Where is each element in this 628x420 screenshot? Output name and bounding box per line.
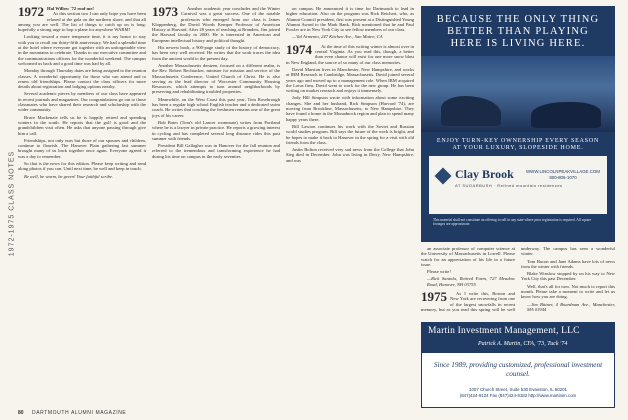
paragraph: At the time of this writing winter is almost over in central Virginia. As you read this, though, a better than even chance will exist for one more snow blast in New England, the source of so many of our class memories. xyxy=(286,43,414,65)
paragraph: Bob Bates (Tom's old Lancer roommate) writes from Portland where he is a lawyer in private practice. He reports a growing interest in cycling and has completed several long distance rides this past summer with friends. xyxy=(152,119,280,141)
paragraph: Bruce Mackenzie tells us he is happily retired and spending winters in the south. He reports that the golf is good and the grandchildren visit often. He asks that anyone passing through give him a call. xyxy=(18,114,146,136)
paragraph: Another academic year concludes and the Winter Carnival was a great success. One of the notable professors who emerged from our class is James Kloppenberg, the David Woods Kemper Professor of American History at Harvard. After 28 years of teaching at Brandeis, Jim joined the Harvard faculty in 2000. He is interested in American and European intellectual history and political thought. xyxy=(152,6,280,43)
ad-header xyxy=(422,323,614,353)
section-side-label xyxy=(2,40,14,380)
ad-address xyxy=(428,387,608,399)
ad-fine-print: This material shall not constitute an offering to sell in any state where prior registration is required. All square footages are approximate. xyxy=(433,218,592,227)
paragraph: Justin Bolton received very sad news from the College that John Sieg died in December. John was living in Derry, New Hampshire, and was xyxy=(286,147,414,163)
page-number: 80 xyxy=(18,410,24,416)
paragraph: Well, that's all for now. Not much to report this month. Please take a moment to write and let us know how you are doing. xyxy=(521,283,615,300)
paragraph: Friendships, not only ours but those of our spouses and children, continue to flourish. The Hanover Plain gathering last summer brought many of us back together once again. Everyone agreed it was a day to remember. xyxy=(18,137,146,159)
class-notes-column-4 xyxy=(421,246,615,318)
year-heading: 1973 xyxy=(152,6,178,19)
ad-principal: Patrick A. Martin, CFA, '73, Tuck '74 xyxy=(478,341,568,347)
paragraph: on campus. He announced it is time for Dartmouth to lead in higher education. Also on the program was Rick Reichert, who, as Alumni Council president, first was present at a Distinguished Young Alumni Award to the Mark Bank. Rick mentioned that he and Paul Fowler are in New York City to see fellow members of our class. xyxy=(286,6,414,33)
paragraph: an associate professor of computer science at the University of Massachusetts in Lowell. Please watch for an appreciation of his life in a future issue. xyxy=(421,246,515,267)
year-heading: 1975 xyxy=(421,289,447,305)
paragraph: David Marston lives in Manchester, New Hampshire, and works at IBM Research in Cambridge, Massachusetts. David joined several years ago and moved up to a management role. When IBM acquired the Lotus firm, David went to work for the new group. He has been writing on market research and enjoys it immensely. xyxy=(286,66,414,94)
paragraph: Several academic pieces by members of our class have appeared in recent journals and magazines. Our congratulations go out to those classmates who have shared their research and scholarship with the wider community. xyxy=(18,91,146,113)
class-notes-column-1 xyxy=(18,6,146,402)
ad-street-address: 1007 Church Street, Suite 530 Evanston, IL 60201 xyxy=(469,387,567,392)
signoff: —Jim Bittner, 4 Boardman Ave., Manchester, MA 01944 xyxy=(527,301,615,312)
paragraph: Blake Winslow stopped by on his way to New York City this past December. xyxy=(521,271,615,282)
ad-website-link[interactable]: WWW.LINCOLNPEAKVILLAGE.COM xyxy=(526,169,600,174)
ad-banner-headline: BECAUSE THE ONLY THING BETTER THAN PLAYING HERE IS LIVING HERE. xyxy=(436,14,600,49)
class-notes-column-2 xyxy=(152,6,280,402)
paragraph: Please write! xyxy=(427,269,451,275)
paragraph: So that is the news for this edition. Please keep writing and send along photos if you can. Until next time, be well and keep in touch. xyxy=(18,161,146,172)
class-notes-column-3 xyxy=(286,6,414,402)
ad-contact xyxy=(521,169,605,181)
logo-subtitle: AT SUGARBUSH · Refined mountain residences xyxy=(455,183,563,188)
investment-advertisement xyxy=(421,322,615,408)
ad-phone: 800-806-1070 xyxy=(549,175,577,180)
paragraph: As I write this, Boston and New York are recovering from one of the largest snowfalls in recent memory, but as you read this spring will be well underway. The campus has seen a wonderful winter. xyxy=(421,246,615,312)
page-footer xyxy=(18,408,614,418)
year-heading: 1972 xyxy=(18,6,44,19)
rock-shape xyxy=(531,102,601,128)
column-lead: Hal Willow '72 roof me! xyxy=(47,6,94,11)
paragraph: Another Massachusetts denizen, focused on a different realm, is the Rev. Robert Rechtacker, minister for mission and service of the Massachusetts Conference, United Church of Christ. He is also serving as the lead director of Worcester Community Housing Resources, which attempts to turn around neighborhoods by preserving and rehabilitating troubled properties. xyxy=(152,62,280,95)
signoff: —Rick Santola, Retired Farm, 727 Meadow Road, Hanover, NH 03755 xyxy=(427,276,515,287)
signoff: —Val Armento, 247 Kitchen Ave., San Mateo, CA xyxy=(292,34,383,40)
paragraph: Looking toward a more temperate time, it is my honor to stay with you to recall our thirty-fifth anniversary. We had a splendid time at the hotel where everyone got together with an unforgettable view in the mountains to celebrate. Thanks to our executive committee and the communications officers for the wonderful weekend. The campus welcomed us back and a good time was had by all. xyxy=(18,34,146,66)
year-heading: 1974 xyxy=(286,41,312,57)
magazine-name: DARTMOUTH ALUMNI MAGAZINE xyxy=(32,410,127,416)
paragraph: His newest book, a 900-page study of the history of democracy, has been very well received. He writes that the work traces the idea from the ancient world to the present day. xyxy=(152,45,280,61)
ad-phone-web[interactable]: (847)424-9124 Fax (847)424-9182 http://www.martinim.com xyxy=(459,393,577,398)
paragraph: Jody Hill Simpson wrote with information about some exciting changes. She and her husband, Rick Simpson (Harvard '74), are moving from Brookline, Massachusetts, to New Hampshire. They have found a home in the Monadnock region and plan to spend many happy years there. xyxy=(286,95,414,122)
paragraph: As this section two I can only hope you have been relaxed at the gala on the northern shore, and that all among you are well. The list of things to catch up on is long: hopefully a strong urge to hop a plane for anywhere WARM! xyxy=(18,11,146,33)
logo-name: Clay Brook xyxy=(455,167,514,181)
resort-advertisement xyxy=(421,6,615,242)
side-label-text: 1972-1975 CLASS NOTES xyxy=(8,150,16,257)
ad-company-name: Martin Investment Management, LLC xyxy=(428,326,580,336)
diamond-logo-icon xyxy=(435,168,452,185)
paragraph: Tom Bacon and Jane Adams have lots of news from the winter with friends. xyxy=(521,258,615,269)
paragraph: President Bill Gallagher was in Hanover for the fall reunion and referred to the tremendous and transforming experience he had during his time on campus in the early seventies. xyxy=(152,143,280,159)
signoff: Be well, be warm, be green! Your faithful scribe. xyxy=(24,173,114,179)
ad-slogan: Since 1989, providing customized, professional investment counsel. xyxy=(433,361,603,378)
paragraph: Bill Lawton continues his work with the Soviet and Russian world studies program. Bill says the future of the work is bright, and he hopes to make it back to Hanover in the spring for a visit with old friends from the class. xyxy=(286,123,414,145)
paragraph: Monday through Thursday dates are being assigned to the reunion classes. A wonderful opportunity for those who can attend and to renew old friendships. Please contact the class officers for more details about registration and lodging options nearby. xyxy=(18,68,146,90)
ad-tagline: ENJOY TURN-KEY OWNERSHIP EVERY SEASON AT YOUR LUXURY, SLOPESIDE HOME. xyxy=(436,138,600,151)
paragraph: Meanwhile, on the West Coast this past year, Tom Rosebrough has been a regular high school English teacher and a dedicated swim coach. He writes that coaching the freshmen remains one of the great joys of his career. xyxy=(152,96,280,118)
